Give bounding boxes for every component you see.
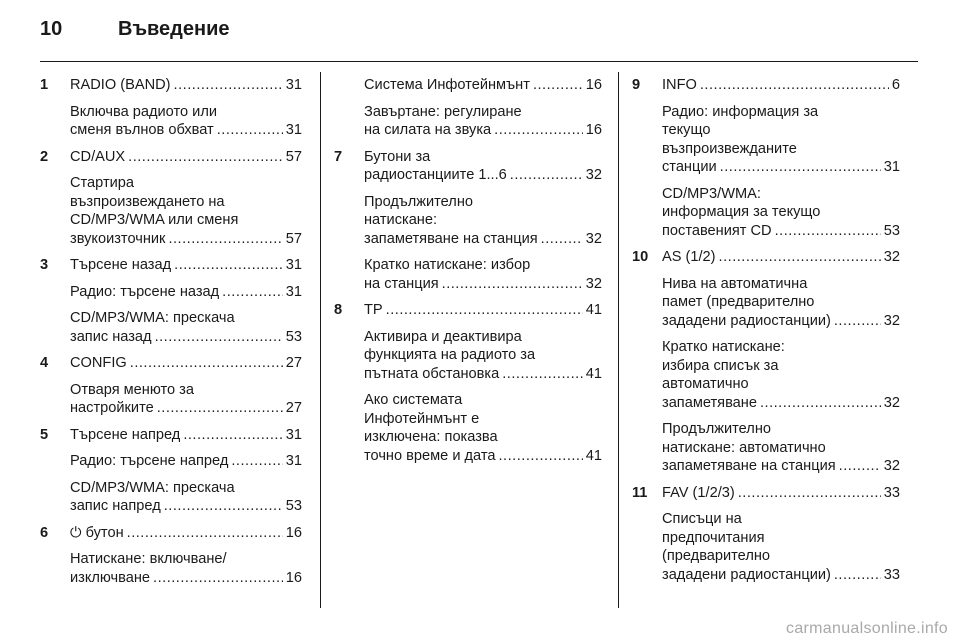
dot-leader [168,230,282,249]
entry-heading [662,484,900,503]
entry-line [364,391,602,410]
entry-line [364,428,602,447]
dot-leader [700,76,889,95]
entry-text: натискане: автоматично [662,439,826,456]
entry-body [364,76,602,140]
entry-text: Радио: търсене назад [70,283,220,300]
entry-text: TP [364,302,383,318]
page-ref: 32 [883,249,900,265]
page-ref: 16 [285,569,302,586]
page-ref: 57 [285,230,302,247]
page-ref: 31 [883,159,900,175]
entry-text: зададени радиостанции) [662,566,831,583]
dot-leader [494,121,583,140]
entry-line [364,103,602,122]
entry-line [662,185,900,204]
page-ref: 32 [883,458,900,474]
entry-text: станции [662,159,717,175]
entry-text: Ако системата [364,392,463,408]
page-ref: 53 [285,328,302,345]
dot-leader [127,524,283,543]
entry-line [364,193,602,212]
entry-body [662,484,900,585]
entry-number: 11 [632,484,648,501]
entry-text: Продължително [364,193,473,210]
entry-text: Списъци на [662,511,742,527]
entry-number: 1 [40,77,49,93]
entry-number: 2 [40,148,49,165]
index-entry [632,76,900,240]
entry-line [364,148,602,167]
entry-line [70,452,302,471]
dot-leader [157,399,283,418]
dot-leader [839,457,881,476]
entry-text: Завъртане: регулиране [364,103,522,120]
entry-line [662,457,900,476]
entry-subitem [364,256,602,293]
entry-text: INFO [662,77,697,93]
index-entry [40,148,302,249]
entry-text: автоматично [662,376,749,392]
dot-leader [834,312,881,331]
entry-line [662,420,900,439]
entry-subitem [662,510,900,584]
entry-text: Бутони за [364,148,431,165]
page-title: Въведение [118,18,230,40]
entry-line [662,312,900,331]
index-entry [632,248,900,476]
page-ref: 27 [285,400,302,416]
entry-text: Радио: информация за [662,103,819,120]
entry-text: Кратко натискане: избор [364,257,531,273]
entry-heading [662,248,900,267]
dot-leader [386,301,583,320]
entry-line [662,529,900,548]
entry-text: изключена: показва [364,429,498,445]
entry-text: запаметяване [662,394,757,411]
column-divider [320,72,321,608]
entry-line [70,381,302,400]
page-ref: 53 [883,222,900,239]
entry-body [364,301,602,465]
entry-line [70,479,302,498]
page-ref: 57 [285,148,302,165]
page-ref: 32 [883,312,900,329]
entry-line [70,524,302,543]
entry-text: информация за текущо [662,204,821,220]
entry-heading [662,76,900,95]
entry-line [662,375,900,394]
entry-heading [70,76,302,95]
page-ref: 53 [285,498,302,514]
entry-text: CD/MP3/WMA: прескача [70,310,235,326]
entry-subitem [70,452,302,471]
entry-line [364,256,602,275]
entry-subitem [70,550,302,587]
entry-number: 10 [632,249,649,265]
dot-leader [164,497,283,516]
entry-line [70,497,302,516]
entry-text: възпроизвеждането на [70,193,225,210]
entry-text: памет (предварително [662,294,815,310]
page-ref: 16 [585,77,602,93]
dot-leader [510,166,583,185]
index-entry [40,524,302,588]
entry-body [70,426,302,516]
entry-line [364,275,602,294]
entry-text: CONFIG [70,355,127,371]
dot-leader [231,452,282,471]
entry-line [662,203,900,222]
entry-text: запаметяване на станция [662,458,836,474]
entry-line [70,283,302,302]
column-3 [632,76,900,584]
entry-number: 7 [334,148,343,165]
entry-number: 4 [40,355,49,371]
entry-text: възпроизвежданите [662,140,797,157]
entry-number: 3 [40,257,49,273]
entry-text: зададени радиостанции) [662,312,831,329]
page-ref: 41 [585,302,602,318]
entry-subitem [364,193,602,249]
entry-line [70,121,302,140]
entry-text: пътната обстановка [364,365,500,382]
page-ref: 31 [285,426,302,443]
entry-line [70,399,302,418]
page-ref: 41 [585,447,602,464]
entry-text: текущо [662,122,711,138]
page-ref: 32 [585,230,602,247]
entry-text: запаметяване на станция [364,230,538,247]
dot-leader [738,484,881,503]
page-ref: 41 [585,365,602,382]
entry-subitem [662,103,900,177]
index-entry [40,76,302,140]
entry-subitem [364,328,602,384]
entry-heading [364,76,602,95]
entry-line [662,510,900,529]
dot-leader [183,426,282,445]
entry-line [364,166,602,185]
header-rule [40,61,918,62]
index-entry [40,426,302,516]
entry-body [70,256,302,346]
entry-subitem [662,338,900,412]
page-ref: 6 [891,77,900,93]
entry-subitem [70,174,302,248]
column-2 [334,76,602,465]
entry-subitem [662,420,900,476]
dot-leader [155,328,283,347]
entry-heading [364,148,602,185]
entry-text: Кратко натискане: [662,339,785,355]
entry-line [70,328,302,347]
entry-heading [70,256,302,275]
entry-line [662,103,900,122]
entry-line [70,230,302,249]
page-number: 10 [40,18,63,40]
entry-text: Търсене назад [70,257,172,273]
entry-subitem [70,479,302,516]
entry-text: (предварително [662,548,771,564]
page-ref: 31 [285,453,302,469]
entry-heading [70,148,302,167]
entry-body [662,76,900,240]
entry-number: 6 [40,524,49,541]
page-ref: 31 [285,77,302,93]
entry-line [70,256,302,275]
entry-line [70,103,302,122]
entry-subitem [70,103,302,140]
entry-text: Радио: търсене напред [70,453,229,469]
dot-leader [174,256,283,275]
entry-subitem [364,103,602,140]
entry-text: Включва радиото или [70,103,217,120]
entry-text: на силата на звука [364,122,492,138]
entry-subitem [70,381,302,418]
entry-subitem [70,309,302,346]
page-ref: 33 [883,484,900,501]
entry-text: сменя вълнов обхват [70,122,214,138]
entry-text: CD/AUX [70,148,126,165]
entry-line [364,76,602,95]
entry-text: RADIO (BAND) [70,77,171,93]
entry-text: звукоизточник [70,230,166,247]
index-entry [334,76,602,140]
entry-line [364,121,602,140]
page-ref: 32 [585,167,602,183]
dot-leader [834,566,881,585]
entry-subitem [70,283,302,302]
entry-line [662,484,900,503]
entry-line [662,158,900,177]
entry-line [662,547,900,566]
dot-leader [128,148,283,167]
entry-text: предпочитания [662,529,765,546]
entry-subitem [662,185,900,241]
entry-line [70,426,302,445]
entry-text: ⏻ бутон [70,524,124,541]
entry-line [662,293,900,312]
dot-leader [174,76,283,95]
entry-line [70,309,302,328]
entry-subitem [662,275,900,331]
entry-line [662,566,900,585]
entry-text: CD/MP3/WMA: прескача [70,479,235,496]
entry-line [364,365,602,384]
entry-body [364,148,602,294]
page-ref: 31 [285,122,302,138]
entry-text: CD/MP3/WMA или сменя [70,212,239,228]
entry-line [70,76,302,95]
page-ref: 27 [285,355,302,371]
entry-body [70,354,302,418]
entry-line [662,394,900,413]
entry-text: Система Инфотейнмънт [364,77,530,93]
entry-line [662,357,900,376]
entry-number: 9 [632,77,641,93]
entry-line [662,222,900,241]
dot-leader [541,230,583,249]
entry-line [364,230,602,249]
entry-line [662,275,900,294]
entry-body [70,524,302,588]
entry-text: точно време и дата [364,447,496,464]
entry-line [364,328,602,347]
entry-heading [364,301,602,320]
dot-leader [760,394,881,413]
entry-text: поставеният CD [662,222,772,239]
entry-subitem [364,391,602,465]
dot-leader [719,248,881,267]
entry-text: натискане: [364,212,438,228]
index-entry [40,354,302,418]
entry-line [70,569,302,588]
column-divider [618,72,619,608]
entry-number: 5 [40,426,49,443]
entry-number: 8 [334,302,343,318]
entry-body [70,76,302,140]
entry-text: Натискане: включване/ [70,551,227,567]
entry-text: запис напред [70,498,161,514]
entry-text: избира списък за [662,357,779,374]
entry-line [662,248,900,267]
entry-text: запис назад [70,328,152,345]
watermark: carmanualsonline.info [786,620,948,637]
entry-line [662,76,900,95]
entry-text: Нива на автоматична [662,275,808,292]
entry-line [70,193,302,212]
entry-line [70,550,302,569]
entry-text: AS (1/2) [662,249,716,265]
dot-leader [499,447,583,466]
entry-text: радиостанциите 1...6 [364,167,507,183]
entry-text: Продължително [662,421,771,437]
entry-heading [70,354,302,373]
page-ref: 31 [285,283,302,300]
page-ref: 32 [883,394,900,411]
dot-leader [502,365,583,384]
entry-line [364,410,602,429]
entry-line [364,346,602,365]
entry-text: изключване [70,569,151,586]
entry-line [364,301,602,320]
page-ref: 32 [585,275,602,292]
entry-body [662,248,900,476]
page-header [40,18,230,52]
entry-line [662,338,900,357]
entry-line [364,211,602,230]
page-ref: 31 [285,257,302,273]
entry-text: CD/MP3/WMA: [662,185,761,202]
dot-leader [775,222,881,241]
entry-line [364,447,602,466]
entry-heading [70,524,302,543]
entry-line [70,174,302,193]
entry-body [70,148,302,249]
entry-line [70,148,302,167]
index-entry [334,301,602,465]
dot-leader [222,283,283,302]
entry-text: Стартира [70,175,135,191]
column-1 [40,76,302,587]
entry-text: Отваря менюто за [70,381,194,398]
index-entry [40,256,302,346]
entry-text: функцията на радиото за [364,347,536,363]
dot-leader [533,76,583,95]
dot-leader [130,354,283,373]
entry-text: FAV (1/2/3) [662,484,735,501]
entry-line [70,211,302,230]
dot-leader [720,158,881,177]
dot-leader [153,569,283,588]
page-ref: 33 [883,566,900,583]
entry-text: Активира и деактивира [364,328,522,345]
entry-line [662,121,900,140]
entry-text: Търсене напред [70,426,181,443]
page-ref: 16 [285,524,302,541]
entry-text: Инфотейнмънт е [364,410,480,427]
index-entry [334,148,602,294]
entry-line [70,354,302,373]
entry-text: на станция [364,275,439,292]
dot-leader [442,275,583,294]
entry-text: настройките [70,400,154,416]
page-ref: 16 [585,122,602,138]
index-entry [632,484,900,585]
entry-line [662,140,900,159]
entry-line [662,439,900,458]
entry-heading [70,426,302,445]
dot-leader [217,121,283,140]
